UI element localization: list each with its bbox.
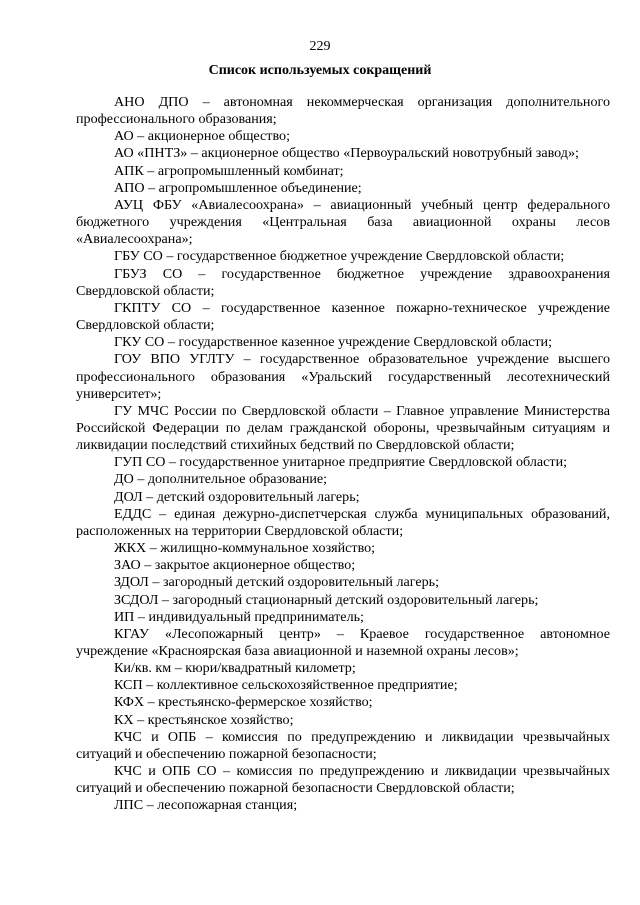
abbreviation-entry: ЗСДОЛ – загородный стационарный детский оздоровительный лагерь; (114, 591, 539, 608)
abbreviation-entry: ГКПТУ СО – государственное казенное пожарно-техническое учреждение Свердловской области; (76, 299, 610, 334)
abbreviation-entry: ГКУ СО – государственное казенное учреждение Свердловской области; (114, 334, 552, 351)
abbreviation-entry: ЕДДС – единая дежурно-диспетчерская служба муниципальных образований, расположенных на территории Свердловской области; (76, 505, 610, 539)
abbreviation-entry: ЖКХ – жилищно-коммунальное хозяйство; (114, 540, 376, 557)
abbreviation-entry: АУЦ ФБУ «Авиалесоохрана» – авиационный учебный центр федерального бюджетного учреждения «Центральная база авиационной охраны лесов «Авиалесоохрана»; (76, 196, 610, 248)
abbreviation-entry: ДОЛ – детский оздоровительный лагерь; (114, 488, 360, 505)
abbreviations-list (76, 94, 610, 815)
abbreviation-entry: АПК – агропромышленный комбинат; (114, 162, 344, 179)
abbreviation-entry: КГАУ «Лесопожарный центр» – Краевое государственное автономное учреждение «Красноярская база авиационной и наземной охраны лесов»; (76, 625, 610, 659)
abbreviation-entry: Ки/кв. км – кюри/квадратный километр; (114, 660, 356, 677)
abbreviation-entry: КСП – коллективное сельскохозяйственное предприятие; (114, 677, 458, 694)
abbreviation-entry: ИП – индивидуальный предприниматель; (114, 608, 364, 625)
abbreviation-entry: ДО – дополнительное образование; (114, 471, 328, 488)
abbreviation-entry: КЧС и ОПБ СО – комиссия по предупреждению и ликвидации чрезвычайных ситуаций и обеспечению пожарной безопасности Свердловской области; (76, 763, 610, 797)
abbreviation-entry: КФХ – крестьянско-фермерское хозяйство; (114, 694, 373, 711)
abbreviation-entry: ЗАО – закрытое акционерное общество; (114, 557, 356, 574)
abbreviation-entry: ГБУ СО – государственное бюджетное учреждение Свердловской области; (114, 248, 565, 265)
abbreviation-entry: КЧС и ОПБ – комиссия по предупреждению и ликвидации чрезвычайных ситуаций и обеспечению пожарной безопасности; (76, 728, 610, 762)
abbreviation-entry: ЗДОЛ – загородный детский оздоровительный лагерь; (114, 574, 439, 591)
abbreviation-entry: АПО – агропромышленное объединение; (114, 179, 362, 196)
abbreviation-entry: АО – акционерное общество; (114, 128, 290, 145)
page-number: 229 (309, 39, 331, 54)
abbreviation-entry: ГУП СО – государственное унитарное предприятие Свердловской области; (114, 454, 568, 471)
abbreviation-entry: ГУ МЧС России по Свердловской области – Главное управление Министерства Российской Федерации по делам гражданской обороны, чрезвычайным ситуациям и ликвидации последствий стихийных бедствий по Свердловской области; (76, 402, 610, 454)
abbreviation-entry: АНО ДПО – автономная некоммерческая организация дополнительного профессионального образования; (76, 94, 610, 128)
abbreviation-entry: ЛПС – лесопожарная станция; (114, 797, 298, 814)
abbreviation-entry: ГБУЗ СО – государственное бюджетное учреждение здравоохранения Свердловской области; (76, 265, 610, 299)
abbreviation-entry: АО «ПНТЗ» – акционерное общество «Первоуральский новотрубный завод»; (114, 145, 579, 162)
abbreviation-entry: КХ – крестьянское хозяйство; (114, 711, 294, 728)
abbreviation-entry: ГОУ ВПО УГЛТУ – государственное образовательное учреждение высшего профессионального образования «Уральский государственный лесотехнический университет»; (76, 351, 610, 402)
page-title: Список используемых сокращений (208, 63, 432, 78)
